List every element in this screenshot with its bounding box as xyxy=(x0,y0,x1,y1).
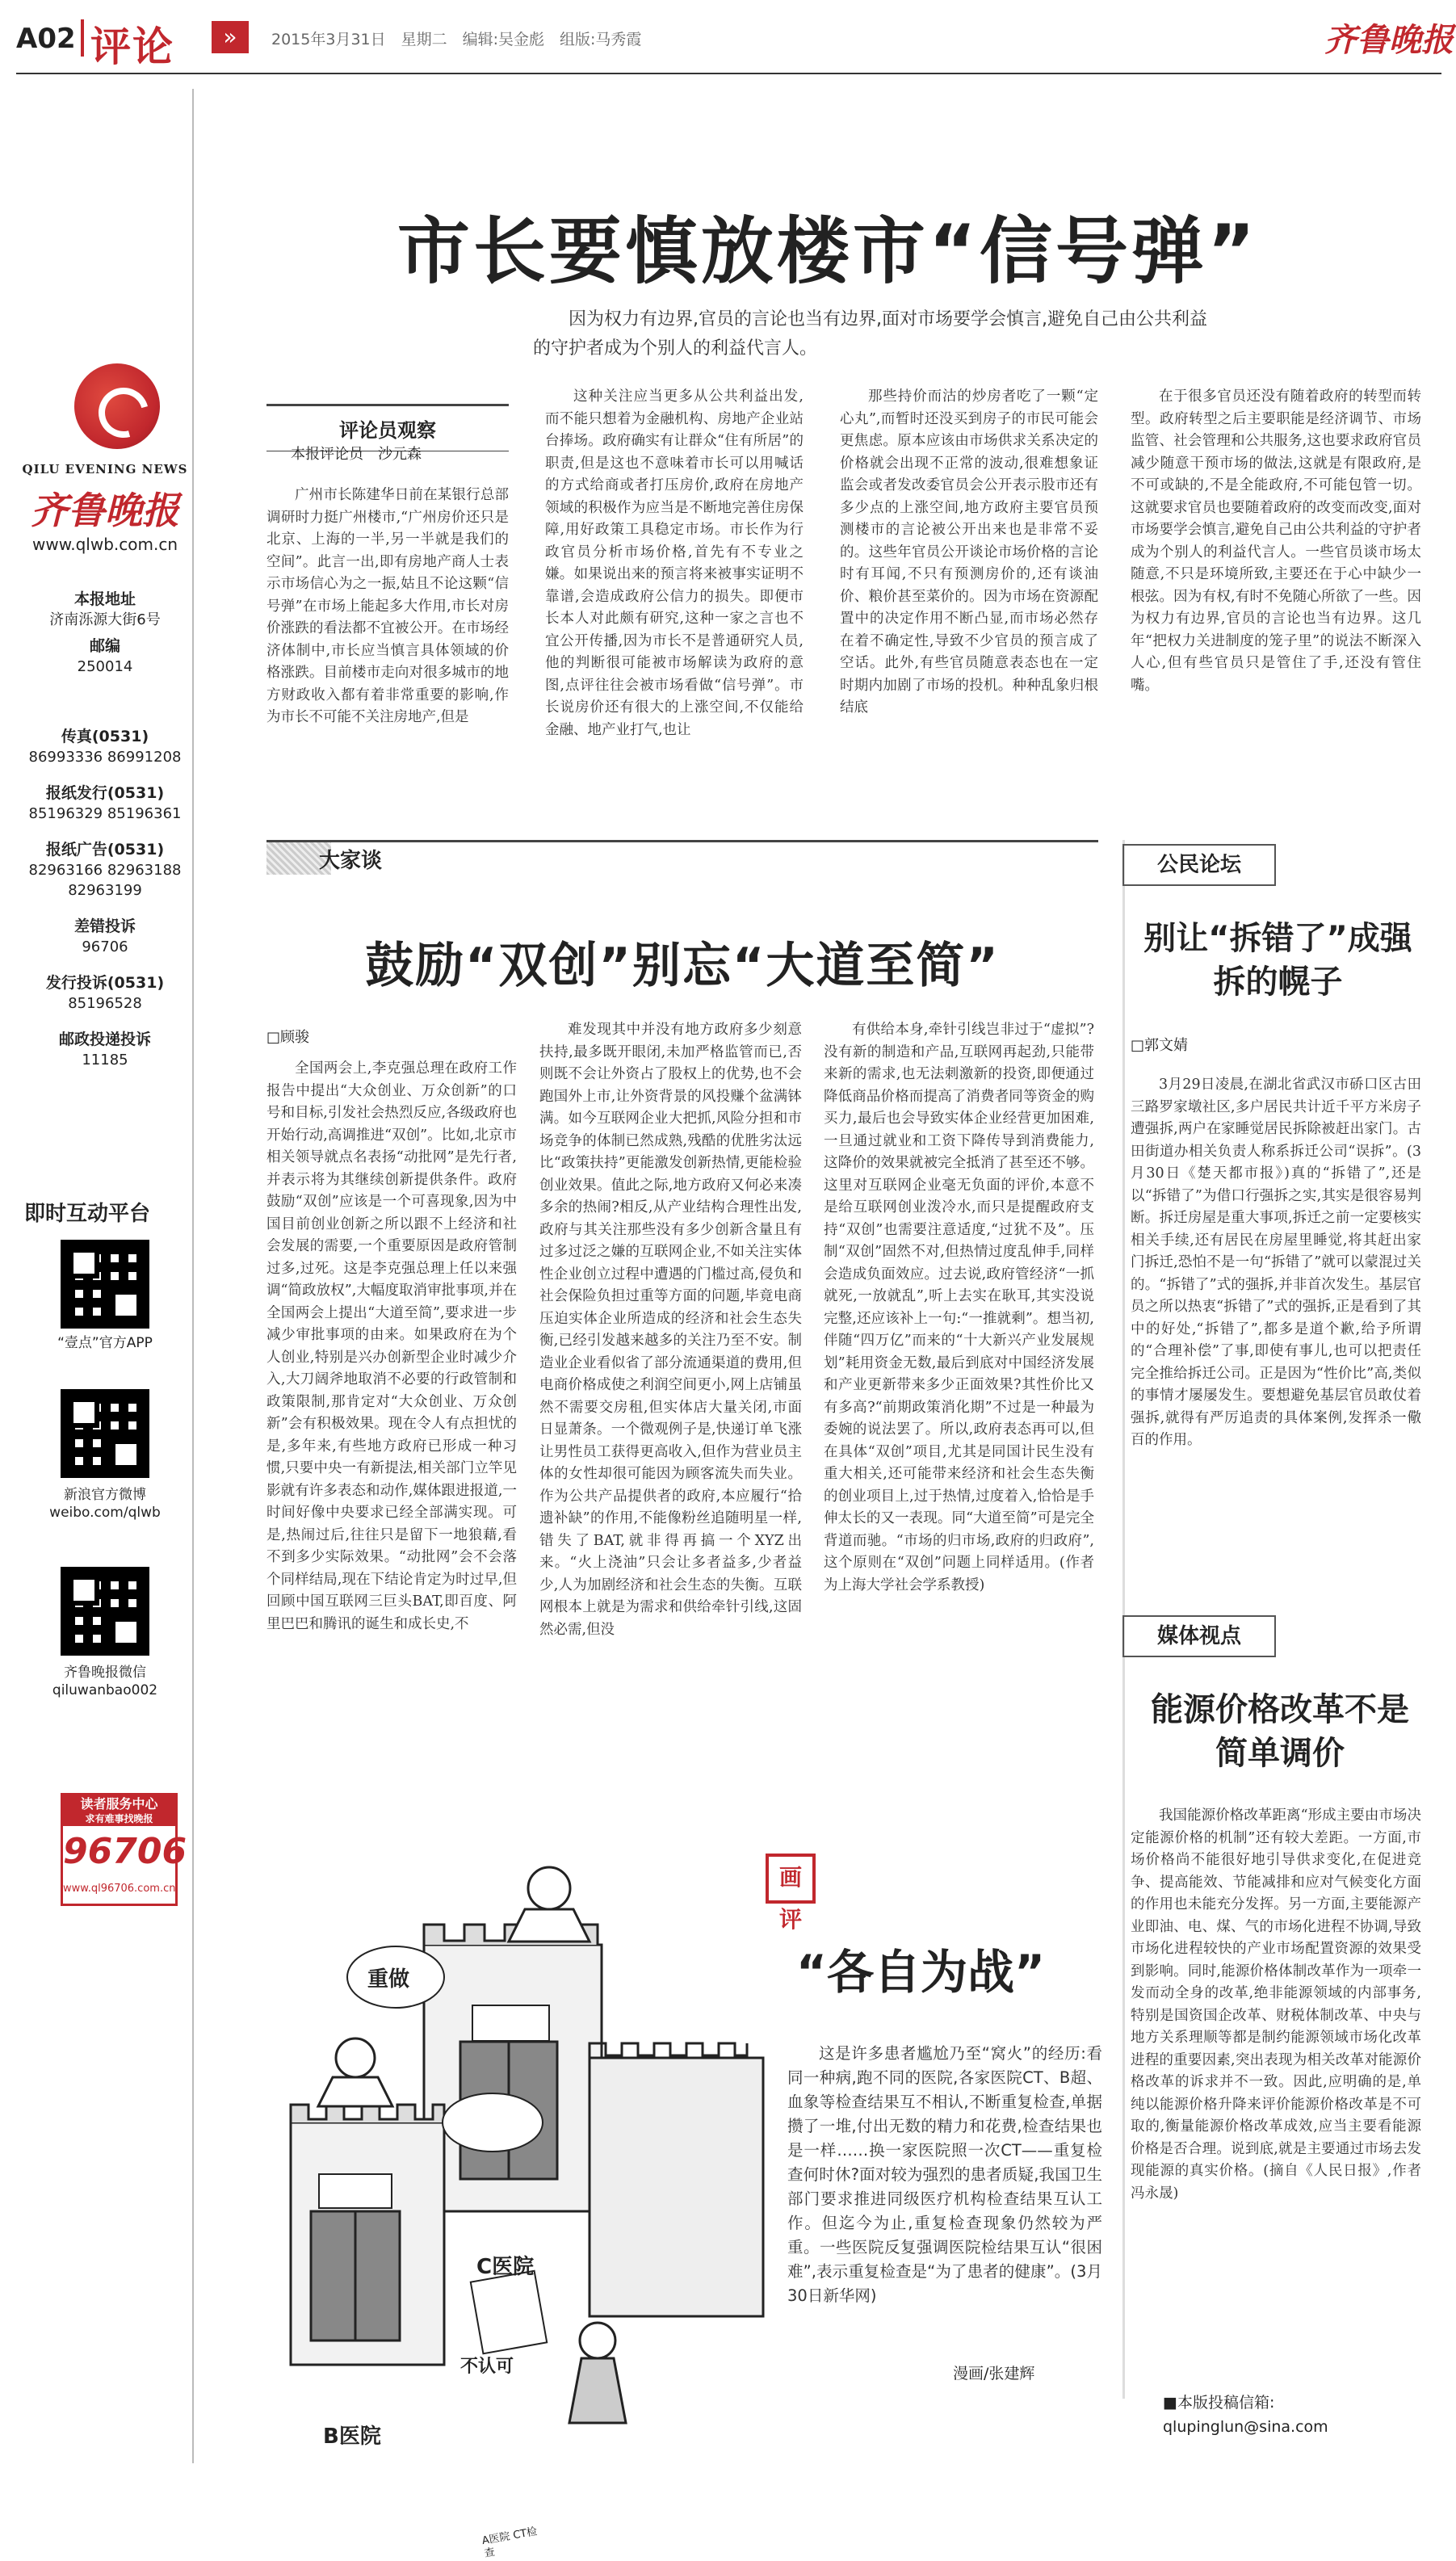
reader-service-badge xyxy=(61,1793,187,1906)
errata-block xyxy=(16,917,194,957)
gongmin-headline: 别让“拆错了”成强拆的幌子 xyxy=(1143,920,1412,1001)
patient-head xyxy=(580,2323,615,2358)
meiti-headline: 能源价格改革不是简单调价 xyxy=(1151,1691,1409,1772)
website-link[interactable]: www.qlwb.com.cn xyxy=(32,535,178,554)
main-deck: 因为权力有边界,官员的言论也当有边界,面对市场要学会慎言,避免自己由公共利益的守护者成为个别人的利益代言人。 xyxy=(533,309,1207,359)
dajiatan-col-3 xyxy=(824,1019,1094,1833)
main-article-text-4: 在于很多官员还没有随着政府的转型而转型。政府转型之后主要职能是经济调节、市场监管、社会管理和公共服务,这也要求政府官员减少随意干预市场的做法,这就是有限政府,是不可或缺的,不是全能政府,不可能包管一切。这就要求官员也要随着政府的改变而改变,面对市场要学会慎言,避免自己由公共利益的守护者成为个别人的利益代言人。一些官员谈市场太随意,不只是环境所致,主要还在于心中缺少一根弦。因为有权,有时不免随心所欲了一些。因为权力有边界,官员的言论也当有边界。这几年“把权力关进制度的笼子里”的说法不断深入人心,但有些官员只是管住了手,还没有管住嘴。 xyxy=(1131,388,1421,694)
reader-service-slogan: 求有难事找晚报 xyxy=(85,1813,153,1824)
notrecognized-speech-bubble xyxy=(443,2093,543,2152)
reader-service-url[interactable]: www.ql96706.com.cn xyxy=(63,1883,176,1895)
cartoon-caption: 这是许多患者尴尬乃至“窝火”的经历:看同一种病,跑不同的医院,各家医院CT、B超、血象等检查结果互不相认,不断重复检查,单据攒了一堆,付出无数的精力和花费,检查结果也是一样……换一家医院照一次CT——重复检查何时休?面对较为强烈的患者质疑,我国卫生部门要求推进同级医疗机构检查结果互认工作。但迄今为止,重复检查现象仍然较为严重。一些医院反复强调医院检结果互认“很困难”,表示重复检查是“为了患者的健康”。(3月30日新华网) xyxy=(787,2044,1102,2305)
dajiatan-label: 大家谈 xyxy=(319,849,383,873)
dajiatan-col-2 xyxy=(539,1019,802,1833)
wechat-qr-label: 齐鲁晚报微信 xyxy=(64,1665,146,1681)
weibo-qr-code[interactable] xyxy=(61,1389,149,1478)
cartoon-label-repeat: 重做 xyxy=(367,1967,410,1992)
submission-label: ■本版投稿信箱: xyxy=(1163,2394,1275,2412)
delivery-label: 发行投诉(0531) xyxy=(45,974,165,992)
doctor-c-head xyxy=(528,1867,570,1909)
distribution-value: 85196329 85196361 xyxy=(28,805,182,822)
delivery-value: 85196528 xyxy=(68,995,142,1012)
c-hospital-tower xyxy=(424,1925,602,2211)
header-rule xyxy=(16,73,1441,74)
dajiatan-byline: □顾骏 xyxy=(266,1029,310,1046)
gongmin-label: 公民论坛 xyxy=(1122,844,1276,886)
b-hospital-tower xyxy=(291,2105,444,2365)
dajiatan-headline: 鼓励“双创”别忘“大道至简” xyxy=(365,938,1000,994)
distribution-block xyxy=(16,783,194,824)
fax-block xyxy=(16,727,194,767)
main-article-col-1 xyxy=(266,485,509,804)
weibo-qr-url: weibo.com/qlwb xyxy=(49,1505,161,1521)
sidebar xyxy=(16,89,194,2463)
reader-service-name: 读者服务中心 xyxy=(80,1796,158,1812)
newspaper-logo: 齐鲁晚报 xyxy=(1324,21,1454,59)
dajiatan-text-2: 难发现其中并没有地方政府多少刻意扶持,最多既开眼闭,未加严格监管而已,否则既不会让外资占了股权上的优势,也不会跑国外上市,让外资背景的风投赚个盆满钵满。如今互联网企业大把抓,风险分担和市场竞争的体制已然成熟,残酷的优胜劣汰远比“政策扶持”更能激发创新热情,更能检验创业效果。值此之际,地方政府又何必来凑多余的热闹?相反,从产业结构合理性出发,政府与其关注那些没有多少创新含量且有过多过泛之嫌的互联网企业,不如关注实体性企业创立过程中遭遇的门槛过高,侵负和社会保险负担过重等方面的问题,毕竟电商压迫实体企业所造成的经济和社会生态失衡,已经引发越来越多的关注乃至不安。制造业企业看似省了部分流通渠道的费用,但电商价格成使之利润空间更小,网上店铺虽然不需要交房租,但实体店大量关闭,市面日显萧条。一个微观例子是,快递订单飞涨让男性员工获得更高收入,但作为营业员主体的女性却很可能因为顾客流失而失业。作为公共产品提供者的政府,本应履行“拾遗补缺”的作用,不能像粉丝追随明星一样,错失了BAT,就非得再搞一个XYZ出来。“火上浇油”只会让多者益多,少者益少,人为加剧经济和社会生态的失衡。互联网根本上就是为需求和供给牵针引线,这固然必需,但没 xyxy=(539,1022,802,1638)
meiti-label: 媒体视点 xyxy=(1122,1615,1276,1657)
logo-english-name: QILU EVENING NEWS xyxy=(22,462,188,477)
app-qr-label: “壹点”官方APP xyxy=(57,1335,153,1351)
errata-label: 差错投诉 xyxy=(73,917,136,935)
section-name: 评论 xyxy=(90,23,174,70)
cartoon-tag: 画评 xyxy=(766,1854,816,1904)
ads-value-2: 82963199 xyxy=(68,882,142,899)
wechat-qr-id: qiluwanbao002 xyxy=(52,1682,158,1698)
cartoon-title: “各自为战” xyxy=(795,1945,1046,2000)
post-block xyxy=(16,1030,194,1070)
fax-label: 传真(0531) xyxy=(61,728,149,745)
column-label: 评论员观察 xyxy=(339,419,436,442)
main-article-col-4 xyxy=(1131,386,1421,804)
main-article-text-3: 那些持价而沽的炒房者吃了一颗“定心丸”,而暂时还没买到房子的市民可能会更焦虑。原本应该由市场供求关系决定的价格就会出现不正常的波动,很难想象证监会或者发改委官员会公开表示股市还有多少点的上涨空间,地方政府主要官员预测楼市的言论被公开出来也是非常不妥的。这些年官员公开谈论市场价格的言论时有耳闻,不只有预测房价的,还有谈油价、粮价甚至菜价的。因为市场在资源配置中的决定作用不断凸显,而市场必然存在着不确定性,导致不少官员的预言成了空话。此外,有些官员随意表态也在一定时期内加剧了市场的投机。种种乱象归根结底 xyxy=(840,388,1098,716)
gongmin-body xyxy=(1131,1074,1421,1583)
cartoon-credit: 漫画/张建辉 xyxy=(953,2365,1035,2383)
reader-service-number: 96706 xyxy=(63,1831,187,1872)
cartoon-label-c: C医院 xyxy=(476,2255,535,2279)
weibo-qr-label: 新浪官方微博 xyxy=(64,1487,146,1503)
ads-label: 报纸广告(0531) xyxy=(45,841,165,859)
dajiatan-top-rule xyxy=(266,840,1098,842)
address-label: 本报地址 xyxy=(73,590,136,608)
address-block xyxy=(16,590,194,677)
header-divider xyxy=(81,19,84,57)
errata-value: 96706 xyxy=(82,938,128,955)
distribution-label: 报纸发行(0531) xyxy=(45,784,165,802)
address-value: 济南泺源大街6号 xyxy=(49,611,161,628)
submission-contact xyxy=(1163,2391,1328,2439)
gongmin-text: 3月29日凌晨,在湖北省武汉市硚口区古田三路罗家墩社区,多户居民共计近千平方米房子遭强拆,两户在家睡觉居民拆除被赶出家门。古田街道办相关负责人称系拆迁公司“误拆”。(3月30日《楚天都市报》)真的“拆错了”,还是以“拆错了”为借口行强拆之实,其实是很容易判断。拆迁房屋是重大事项,拆迁之前一定要核实相关手续,还有居民在房屋里睡觉,将其赶出家门拆迁,恐怕不是一句“拆错了”就可以蒙混过关的。“拆错了”式的强拆,并非首次发生。基层官员之所以热衷“拆错了”式的强拆,正是看到了其中的好处,“拆错了”,都多是道个歉,给予所谓的“合理补偿”了事,即使有事儿,也可以把责任完全推给拆迁公司。正是因为“性价比”高,类似的事情才屡屡发生。要想避免基层官员敢仗着强拆,就得有严厉追责的具体案例,发挥杀一儆百的作用。 xyxy=(1131,1077,1421,1448)
post-label: 邮政投递投诉 xyxy=(58,1031,151,1048)
interactive-platform-title: 即时互动平台 xyxy=(24,1202,151,1226)
postcode-label: 邮编 xyxy=(89,637,120,655)
meiti-text: 我国能源价格改革距离“形成主要由市场决定能源价格的机制”还有较大差距。一方面,市场价格尚不能很好地引导供求变化,在促进竞争、提高能效、节能减排和应对气候变化方面的作用也未能充分发挥。另一方面,主要能源产业即油、电、煤、气的市场化进程不协调,导致市场化进程较快的产业市场配置资源的效果受到影响。同时,能源价格体制改革作为一项牵一发而动全身的改革,绝非能源领域的内部事务,特别是国资国企改革、财税体制改革、中央与地方关系理顺等都是制约能源领域市场化改革进程的重要因素,突出表现为相关改革对能源价格改革的诉求并不一致。因此,应明确的是,单纯以能源价格升降来评价能源价格改革是不可取的,衡量能源价格改革成效,应当主要看能源价格是否合理。说到底,就是主要通过市场去发现能源的真实价格。(摘自《人民日报》,作者冯永晟) xyxy=(1131,1807,1421,2202)
cartoon-label-notrecognized: 不认可 xyxy=(460,2357,514,2377)
ct-report-paper xyxy=(471,2271,547,2354)
dajiatan-col-1 xyxy=(266,1058,517,1833)
cartoon-drawing xyxy=(266,1856,767,2437)
wechat-qr-code[interactable] xyxy=(61,1567,149,1656)
page-header xyxy=(0,0,1456,89)
submission-email[interactable]: qlupinglun@sina.com xyxy=(1163,2418,1328,2436)
main-article-text-2: 这种关注应当更多从公共利益出发,而不能只想着为金融机构、房地产企业站台捧场。政府确实有让群众“住有所居”的职责,但是这也不意味着市长可以用喊话的方式给商或者打压房价,政府在房地产领域的积极作为应当是不断地完善住房保障,用好政策工具稳定市场。市长作为行政官员分析市场价格,首先有不专业之嫌。如果说出来的预言将来被事实证明不靠谱,会造成政府公信力的损失。即便市长本人对此颇有研究,这种一家之言也不宜公开传播,因为市长不是普通研究人员,他的判断很可能被市场解读为政府的意图,点评往往会被市场看做“信号弹”。市长说房价还有很大的上涨空间,不仅能给金融、地产业打气,也让 xyxy=(545,388,804,738)
cartoon-label-paper: A医院 CT检查 xyxy=(480,2525,539,2560)
meiti-body xyxy=(1131,1805,1421,2370)
postcode-value: 250014 xyxy=(77,658,133,675)
dajiatan-text-1: 全国两会上,李克强总理在政府工作报告中提出“大众创业、万众创新”的口号和目标,引发社会热烈反应,各级政府也开始行动,高调推进“双创”。比如,北京市相关领导就点名表扬“动批网”是先行者,并表示将为其继续创新提供条件。政府鼓励“双创”应该是一个可喜现象,因为中国目前创业创新之所以跟不上经济和社会发展的需要,一个重要原因是政府管制过多,过死。这是李克强总理上任以来强调“简政放权”,大幅度取消审批事项,并在全国两会上提出“大道至简”,要求进一步减少审批事项的由来。如果政府在为个人创业,特别是兴办创新型企业时减少介入,大刀阔斧地取消不必要的行政管制和政策限制,那肯定对“大众创业、万众创新”会有积极效果。现在令人有点担忧的是,多年来,有些地方政府已形成一种习惯,只要中央一有新提法,相关部门立竿见影就有许多表态和动作,媒体跟进报道,一时间好像中央要求已经全部满实现。可是,热闹过后,往往只是留下一地狼藉,看不到多少实际效果。“动批网”会不会落个同样结局,现在下结论肯定为时过早,但回顾中国互联网三巨头BAT,即百度、阿里巴巴和腾讯的诞生和成长史,不 xyxy=(266,1060,517,1632)
ads-value: 82963166 82963188 xyxy=(28,862,182,879)
doctor-b-body xyxy=(318,2077,392,2106)
dajiatan-text-3: 有供给本身,牵针引线岂非过于“虚拟”?没有新的制造和产品,互联网再起劲,只能带来新的需求,也无法刺激新的投资,即便通过降低商品价格而提高了消费者同等资金的购买力,最后也会导致实体企业经营更加困难,一旦通过就业和工资下降传导到消费能力,这降价的效果就被完全抵消了甚至还不够。这里对互联网企业毫无负面的评价,本意不是给互联网创业泼冷水,而只是提醒政府支持“双创”也需要注意适度,“过犹不及”。压制“双创”固然不对,但热情过度乱伸手,同样会造成负面效应。过去说,政府管经济“一抓就死,一放就乱”,听上去实在耿耳,其实没说完整,还应该补上一句:“一推就剩”。想当初,伴随“四万亿”而来的“十大新兴产业发展规划”耗用资金无数,最后到底对中国经济发展和产业更新带来多少正面效果?其性价比又有多高?“前期政策消化期”不过是一种最为委婉的说法罢了。所以,政府表态再可以,但在具体“双创”项目,尤其是同国计民生没有重大相关,还可能带来经济和社会生态失衡的创业项目上,过于热情,过度着入,恰恰是手伸太长的又一表现。同“大道至简”可是完全背道而驰。“市场的归市场,政府的归政府”,这个原则在“双创”问题上同样适用。(作者为上海大学社会学系教授) xyxy=(824,1022,1094,1593)
main-article-col-2 xyxy=(545,386,804,804)
city-wall xyxy=(590,2058,763,2316)
ads-block xyxy=(16,840,194,901)
reader-service-title xyxy=(63,1795,175,1826)
logo-emblem-icon xyxy=(74,363,160,449)
editorial-cartoon xyxy=(266,1856,767,2560)
main-headline: 市长要慎放楼市“信号弹” xyxy=(397,209,1259,294)
post-value: 11185 xyxy=(82,1052,128,1068)
issue-meta: 2015年3月31日 星期二 编辑:吴金彪 组版:马秀霞 xyxy=(271,31,642,48)
chevron-right-icon: » xyxy=(212,21,249,53)
app-qr-code[interactable] xyxy=(61,1240,149,1329)
page-number: A02 xyxy=(16,23,76,55)
logo-chinese-name: 齐鲁晚报 xyxy=(31,489,179,532)
main-article-col-3 xyxy=(840,386,1098,804)
cartoon-label-b: B医院 xyxy=(323,2425,381,2449)
gongmin-byline: □郭文婧 xyxy=(1131,1037,1189,1054)
delivery-block xyxy=(16,973,194,1014)
fax-value: 86993336 86991208 xyxy=(28,749,182,766)
main-article-text-1: 广州市长陈建华日前在某银行总部调研时力挺广州楼市,“广州房价还只是北京、上海的一半,另一半就是我们的空间”。此言一出,即有房地产商人士表示市场信心为之一振,姑且不论这颗“信号弹”在市场上能起多大作用,市长对房价涨跌的看法都不宜被公开。在市场经济体制中,市长应当慎言具体领域的价格涨跌。目前楼市走向对很多城市的地方财政收入都有着非常重要的影响,作为市长不可能不关注房地产,但是 xyxy=(266,487,509,725)
main-byline: 本报评论员 沙元森 xyxy=(291,446,422,463)
doctor-b-head xyxy=(336,2038,375,2077)
